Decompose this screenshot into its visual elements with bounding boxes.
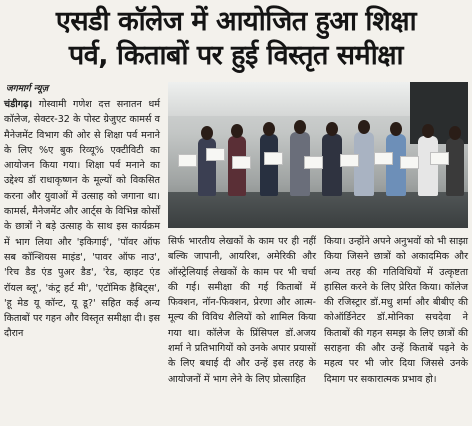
column-2-text: सिर्फ भारतीय लेखकों के काम पर ही नहीं बल्कि जापानी, आयरिश, अमेरिकी और ऑस्ट्रेलियाई लेखकों के काम पर भी चर्चा की गई। समीक्षा की गई किताबों में फिक्शन, नॉन-फिक्शन, प्रेरणा और आत्म-मूल्य की विविध शैलियों को शामिल किया गया था। कॉलेज के प्रिंसिपल डॉ.अजय शर्मा ने प्रतिभागियों को उनके अपार प्रयासों के लिए बधाई दी और उन्हें इस तरह के आयोजनों में भाग लेने के लिए प्रोत्साहित: [168, 236, 316, 385]
review-card: [178, 154, 197, 167]
person: [260, 134, 278, 196]
column-1-text: गोस्वामी गणेश दत्त सनातन धर्म कॉलेज, सेक्टर-32 के पोस्ट ग्रेजुएट कामर्स व मैनेजमेंट विभाग की ओर से शिक्षा पर्व मनाने के लिए %ए बुक रिव्यू% एक्टीविटी का आयोजन किया गया। शिक्षा पर्व मनाने का उद्देश्य डॉ राधाकृष्णन के मूल्यों को विकसित करना और युवाओं में उत्साह को जगाना था। कामर्स, मैनेजमेंट और आर्ट्स के विभिन्न कोर्सों के छात्रों ने बड़े उत्साह के साथ इस कार्यक्रम में भाग लिया और 'इकिगाई', 'पॉवर ऑफ सब कॉन्शियस माइंड', 'पावर ऑफ नाउ', 'रिच डैड एंड पुअर डैड', 'रेड, व्हाइट एंड रॉयल ब्लू', 'कंट्र हर्ट मी', 'एटॉमिक हैबिट्स', 'हू मेड यू कॉन्ट, यू डू?' सहित कई अन्य किताबों पर गहन और विस्तृत समीक्षा दी। इस दौरान: [4, 99, 160, 340]
article-column-3: [324, 234, 468, 387]
headline-line-2: पर्व, किताबों पर हुई विस्तृत समीक्षा: [68, 40, 404, 71]
person-head: [263, 122, 275, 136]
person-head: [358, 120, 370, 134]
column-3-text: किया। उन्होंने अपने अनुभवों को भी साझा किया जिसने छात्रों को अकादमिक और अन्य तरह की गतिविधियों में उत्कृष्टता हासिल करने के लिए प्रेरित किया। कॉलेज की रजिस्ट्रार डॉ.मधु शर्मा और बीबीए की कोऑर्डिनेटर डॉ.मोनिका सचदेवा ने किताबों की गहन समझ के लिए छात्रों की सराहना की और उन्हें किताबें पढ़ने के महत्व पर भी जोर दिया जिससे उनके दिमाग पर सकारात्मक प्रभाव हो।: [324, 236, 468, 385]
review-card: [304, 156, 323, 169]
review-card: [232, 156, 251, 169]
event-photo: [168, 82, 468, 228]
person-head: [231, 124, 243, 138]
article-column-1: [4, 97, 160, 342]
review-card: [430, 152, 449, 165]
person-head: [449, 126, 461, 140]
person-head: [326, 122, 338, 136]
article-column-2: [168, 234, 316, 387]
person-head: [201, 126, 213, 140]
person-head: [422, 124, 434, 138]
review-card: [206, 148, 225, 161]
review-card: [374, 152, 393, 165]
person: [418, 136, 438, 196]
dateline: चंडीगढ़।: [4, 99, 33, 110]
review-card: [400, 156, 419, 169]
person: [446, 138, 464, 196]
person: [322, 134, 342, 196]
floor: [168, 192, 468, 228]
person-head: [294, 120, 306, 134]
person: [198, 138, 216, 196]
person-head: [390, 122, 402, 136]
review-card: [340, 154, 359, 167]
review-card: [264, 152, 283, 165]
headline-line-1: एसडी कॉलेज में आयोजित हुआ शिक्षा: [55, 6, 417, 37]
news-source: जगमार्ग न्यूज़: [6, 84, 49, 94]
